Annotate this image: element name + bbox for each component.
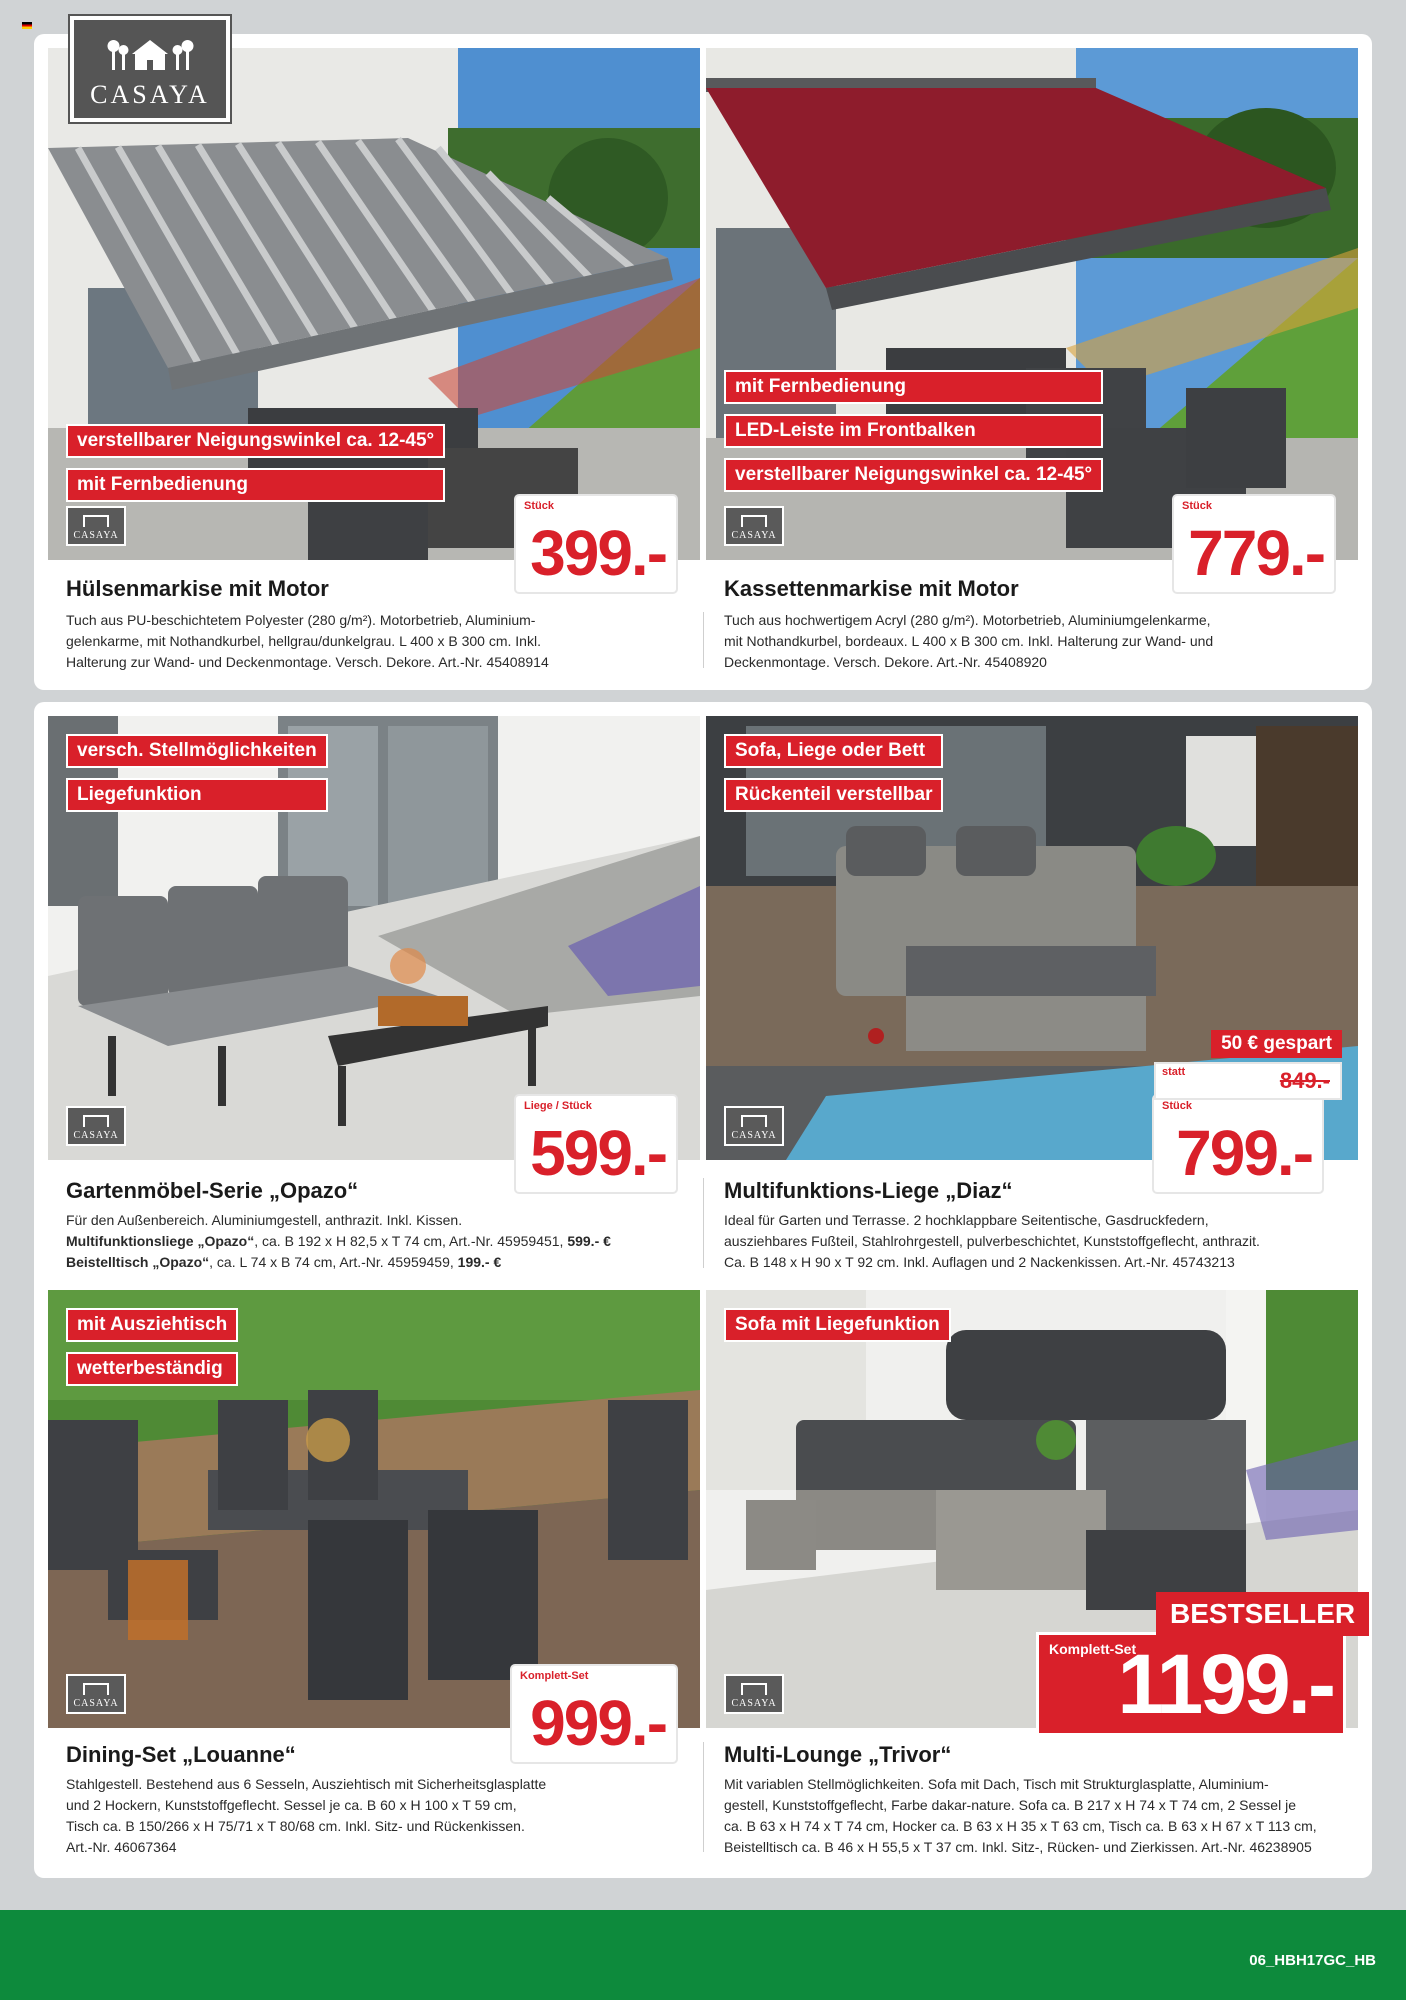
- feature-tag: mit Fernbedienung: [66, 468, 445, 502]
- price-unit: Komplett-Set: [1049, 1641, 1137, 1657]
- mini-casaya-logo: [66, 1674, 126, 1714]
- price: 779.-: [1188, 517, 1324, 589]
- mini-logo-text: CASAYA: [731, 1698, 777, 1709]
- feature-tag: verstellbarer Neigungswinkel ca. 12-45°: [66, 424, 445, 458]
- description-line: Tuch aus hochwertigem Acryl (280 g/m²). Motorbetrieb, Aluminiumgelenkarme,: [724, 612, 1211, 628]
- feature-tag: mit Ausziehtisch: [66, 1308, 238, 1342]
- description-line: ca. B 63 x H 74 x T 74 cm, Hocker ca. B 63 x H 35 x T 63 cm, Tisch ca. B 63 x H 67 x T 113 cm,: [724, 1818, 1317, 1834]
- description-line: Beistelltisch ca. B 46 x H 55,5 x T 37 cm. Inkl. Sitz-, Rücken- und Zierkissen. Art.-Nr. 46238905: [724, 1839, 1312, 1855]
- feature-tag: Sofa, Liege oder Bett: [724, 734, 943, 768]
- product-opazo: [48, 716, 700, 1286]
- house-icon: [83, 1115, 109, 1127]
- product-louanne: [48, 1290, 700, 1866]
- product-title: Dining-Set „Louanne“: [66, 1742, 296, 1767]
- tag-list: [66, 424, 445, 502]
- price-box: [1174, 496, 1334, 592]
- mini-logo-text: CASAYA: [731, 1130, 777, 1141]
- discount-box: [1154, 1030, 1354, 1100]
- panel-garden-furniture: [34, 702, 1372, 1878]
- mini-casaya-logo: [724, 506, 784, 546]
- price: 799.-: [1176, 1117, 1312, 1189]
- product-description: [724, 1210, 1354, 1273]
- page-code: 06_HBH17GC_HB: [1249, 1952, 1376, 1969]
- product-kassettenmarkise: [706, 48, 1358, 676]
- mini-casaya-logo: [66, 506, 126, 546]
- casaya-logo: [70, 16, 230, 122]
- product-description: [66, 610, 686, 673]
- product-title: Gartenmöbel-Serie „Opazo“: [66, 1178, 359, 1203]
- price-box: [1154, 1096, 1322, 1192]
- product-title: Multifunktions-Liege „Diaz“: [724, 1178, 1013, 1203]
- description-line: Halterung zur Wand- und Deckenmontage. Versch. Dekore. Art.-Nr. 45408914: [66, 654, 549, 670]
- feature-tag: mit Fernbedienung: [724, 370, 1103, 404]
- house-icon: [741, 1115, 767, 1127]
- panel-awnings: [34, 34, 1372, 690]
- description-line: gelenkarme, mit Nothandkurbel, hellgrau/dunkelgrau. L 400 x B 300 cm. Inkl.: [66, 633, 541, 649]
- description-line: mit Nothandkurbel, bordeaux. L 400 x B 300 cm. Inkl. Halterung zur Wand- und: [724, 633, 1214, 649]
- description-text: , ca. B 192 x H 82,5 x T 74 cm, Art.-Nr. 45959451,: [254, 1233, 568, 1249]
- price: 399.-: [530, 517, 666, 589]
- product-name: Multifunktionsliege „Opazo“: [66, 1233, 255, 1249]
- description-text: , ca. L 74 x B 74 cm, Art.-Nr. 45959459,: [209, 1254, 458, 1270]
- product-title: Hülsenmarkise mit Motor: [66, 576, 329, 601]
- product-title: Kassettenmarkise mit Motor: [724, 576, 1019, 601]
- product-description: [66, 1774, 696, 1858]
- price-unit: Stück: [1162, 1100, 1192, 1112]
- price-unit: Stück: [1182, 500, 1212, 512]
- logo-text: CASAYA: [90, 80, 210, 109]
- price-box: [1036, 1632, 1346, 1736]
- description-line: Deckenmontage. Versch. Dekore. Art.-Nr. 45408920: [724, 654, 1047, 670]
- mini-logo-text: CASAYA: [73, 530, 119, 541]
- description-line: Art.-Nr. 46067364: [66, 1839, 177, 1855]
- description-line: Mit variablen Stellmöglichkeiten. Sofa mit Dach, Tisch mit Strukturglasplatte, Aluminium-: [724, 1776, 1269, 1792]
- price: 999.-: [530, 1687, 666, 1759]
- bestseller-badge: BESTSELLER: [1156, 1592, 1369, 1636]
- column-divider: [703, 1178, 704, 1268]
- price-box: [516, 496, 676, 592]
- feature-tag: Sofa mit Liegefunktion: [724, 1308, 951, 1342]
- country-flag-icon: [22, 22, 32, 29]
- house-icon: [83, 515, 109, 527]
- mini-casaya-logo: [724, 1106, 784, 1146]
- column-divider: [703, 1742, 704, 1852]
- mini-logo-text: CASAYA: [73, 1698, 119, 1709]
- description-line: [66, 1252, 696, 1273]
- feature-tag: LED-Leiste im Frontbalken: [724, 414, 1103, 448]
- item-price: 199.- €: [457, 1254, 502, 1270]
- tag-list: [66, 1308, 238, 1386]
- feature-tag: versch. Stellmöglichkeiten: [66, 734, 328, 768]
- tag-list: [724, 1308, 951, 1342]
- product-trivor: [706, 1290, 1358, 1866]
- mini-logo-text: CASAYA: [731, 530, 777, 541]
- description-line: Ca. B 148 x H 90 x T 92 cm. Inkl. Auflagen und 2 Nackenkissen. Art.-Nr. 45743213: [724, 1254, 1235, 1270]
- product-diaz: [706, 716, 1358, 1286]
- description-line: Tisch ca. B 150/266 x H 75/71 x T 80/68 cm. Inkl. Sitz- und Rückenkissen.: [66, 1818, 525, 1834]
- tag-list: [66, 734, 328, 812]
- old-price-label: statt: [1162, 1066, 1186, 1078]
- description-line: ausziehbares Fußteil, Stahlrohrgestell, pulverbeschichtet, Kunststoffgeflecht, anthrazit.: [724, 1233, 1260, 1249]
- house-logo-icon: [102, 34, 198, 74]
- description-line: Ideal für Garten und Terrasse. 2 hochklappbare Seitentische, Gasdruckfedern,: [724, 1212, 1209, 1228]
- product-huelsenmarkise: [48, 48, 700, 676]
- mini-casaya-logo: [724, 1674, 784, 1714]
- feature-tag: Rückenteil verstellbar: [724, 778, 943, 812]
- house-icon: [83, 1683, 109, 1695]
- house-icon: [741, 1683, 767, 1695]
- footer-bar: [0, 1910, 1406, 2000]
- description-line: Für den Außenbereich. Aluminiumgestell, anthrazit. Inkl. Kissen.: [66, 1212, 463, 1228]
- old-price-box: [1154, 1062, 1342, 1100]
- price: 1199.-: [1117, 1637, 1333, 1731]
- tag-list: [724, 370, 1103, 492]
- product-title: Multi-Lounge „Trivor“: [724, 1742, 952, 1767]
- old-price: 849.-: [1279, 1068, 1330, 1093]
- product-description: [724, 610, 1344, 673]
- column-divider: [703, 612, 704, 668]
- saving-badge: 50 € gespart: [1211, 1030, 1342, 1058]
- feature-tag: wetterbeständig: [66, 1352, 238, 1386]
- feature-tag: verstellbarer Neigungswinkel ca. 12-45°: [724, 458, 1103, 492]
- mini-logo-text: CASAYA: [73, 1130, 119, 1141]
- description-line: Tuch aus PU-beschichtetem Polyester (280 g/m²). Motorbetrieb, Aluminium-: [66, 612, 536, 628]
- price-unit: Stück: [524, 500, 554, 512]
- price: 599.-: [530, 1117, 666, 1189]
- price-box: [516, 1096, 676, 1192]
- house-icon: [741, 515, 767, 527]
- description-line: gestell, Kunststoffgeflecht, Farbe dakar-nature. Sofa ca. B 217 x H 74 x T 74 cm, 2 Sessel je: [724, 1797, 1296, 1813]
- feature-tag: Liegefunktion: [66, 778, 328, 812]
- description-line: und 2 Hockern, Kunststoffgeflecht. Sessel je ca. B 60 x H 100 x T 59 cm,: [66, 1797, 517, 1813]
- description-line: [66, 1231, 696, 1252]
- product-name: Beistelltisch „Opazo“: [66, 1254, 210, 1270]
- price-box: [512, 1666, 676, 1762]
- price-unit: Liege / Stück: [524, 1100, 592, 1112]
- description-line: Stahlgestell. Bestehend aus 6 Sesseln, Ausziehtisch mit Sicherheitsglasplatte: [66, 1776, 547, 1792]
- item-price: 599.- €: [567, 1233, 611, 1249]
- tag-list: [724, 734, 943, 812]
- mini-casaya-logo: [66, 1106, 126, 1146]
- price-unit: Komplett-Set: [520, 1670, 589, 1682]
- product-description: [66, 1210, 696, 1273]
- product-description: [724, 1774, 1354, 1858]
